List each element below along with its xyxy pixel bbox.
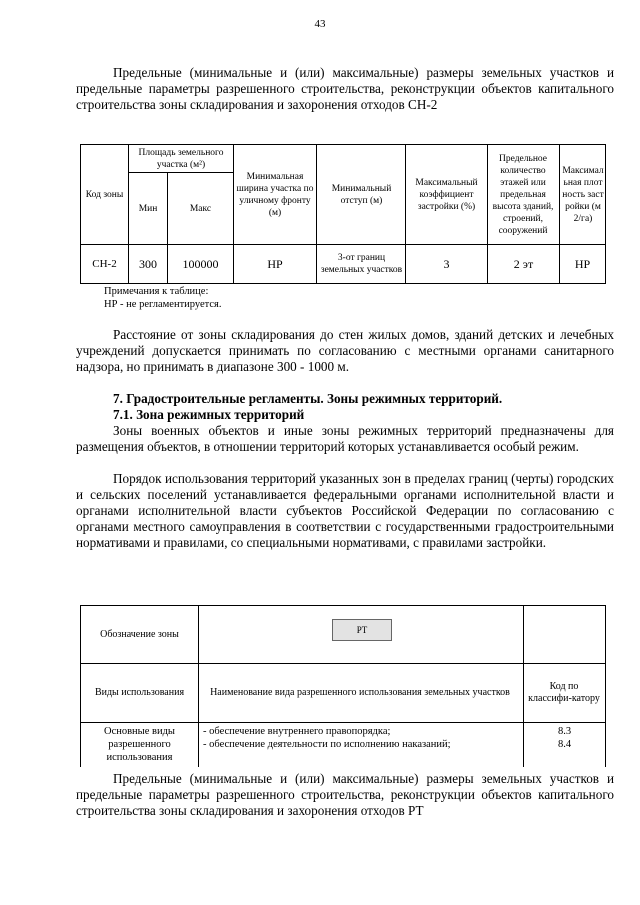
designation-label: Обозначение зоны (100, 628, 179, 640)
intro-ch2-paragraph: Предельные (минимальные и (или) максимальные) размеры земельных участков и предельные параметры разрешенного строительства, реконструкции объектов капитального строительства зоны складирования и захоронения отходов СН-2 (76, 65, 614, 112)
notes-title: Примечания к таблице: (104, 286, 209, 297)
list-item: - обеспечение внутреннего правопорядка; (203, 726, 391, 737)
heading-7-1: 7.1. Зона режимных территорий (113, 407, 305, 422)
header-floors: Предельное количество этажей или предельная высота зданий, строений, сооружений (492, 153, 554, 236)
types-label: Виды использования (94, 687, 185, 698)
cell-max: 100000 (182, 256, 219, 271)
order-paragraph: Порядок использования территорий указанных зон в пределах границ (черты) городских и сельских поселений устанавливается федеральными органами исполнительной власти и органами исполнительной власти субъектов Российской Федерации по согласованию с органами местного самоуправления в соответствии с государственными градостроительными нормативами и правилами, со специальными нормативами, с правилами застройки. (76, 471, 614, 550)
header-min: Мин (138, 203, 158, 214)
list-item-code: 8.4 (557, 739, 572, 750)
distance-paragraph: Расстояние от зоны складирования до стен жилых домов, зданий детских и лечебных учреждений допускается принимать по согласованию с местными органами санитарного надзора, но принимать в диапазоне 300 - 1000 м. (76, 327, 614, 374)
basic-label: Основные виды разрешенного использования (103, 726, 175, 763)
cell-coef: 3 (443, 256, 450, 271)
header-code: Код зоны (85, 189, 124, 200)
header-setback: Минимальный отступ (м) (331, 183, 392, 206)
name-label: Наименование вида разрешенного использования земельных участков (210, 687, 510, 698)
header-density: Максимальная плотность застройки (м2/га) (562, 165, 604, 224)
zones-paragraph: Зоны военных объектов и иные зоны режимных территорий предназначены для размещения объектов, в отношении территорий которых устанавливается особый режим. (76, 423, 614, 454)
cell-code: СН-2 (92, 258, 117, 270)
header-area: Площадь земельного участка (м²) (138, 147, 224, 170)
cell-density: НР (574, 256, 591, 271)
header-width: Минимальная ширина участка по уличному фронту (м) (236, 171, 314, 218)
cell-min: 300 (139, 256, 157, 271)
list-item: - обеспечение деятельности по исполнению наказаний; (203, 739, 451, 750)
list-item-code: 8.3 (557, 726, 572, 737)
header-max: Макс (189, 203, 212, 214)
intro-rt-paragraph: Предельные (минимальные и (или) максимальные) размеры земельных участков и предельные параметры разрешенного строительства, реконструкции объектов капитального строительства зоны складирования и захоронения отходов РТ (76, 771, 614, 818)
cell-width: НР (267, 256, 283, 271)
table-notes (104, 285, 222, 311)
notes-text: НР - не регламентируется. (104, 299, 222, 310)
code-label: Код по классифи-катору (528, 681, 600, 704)
heading-7: 7. Градостроительные регламенты. Зоны режимных территорий. (113, 391, 503, 406)
zone-code-badge: РТ (332, 619, 392, 641)
header-coef: Максимальный коэффициент застройки (%) (415, 177, 478, 212)
cell-floors: 2 эт (513, 256, 534, 271)
cell-setback: 3-от границ земельных участков (320, 253, 403, 275)
page-number: 43 (314, 18, 326, 30)
